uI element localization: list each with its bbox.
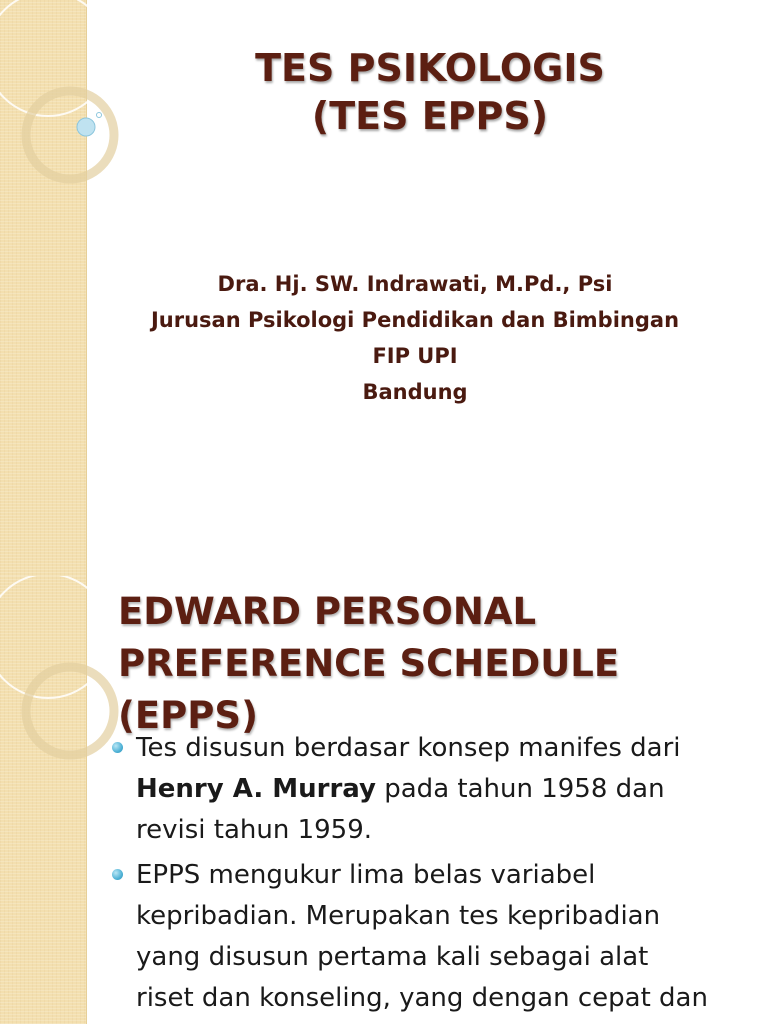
title-line-2: (TES EPPS)	[311, 94, 549, 138]
bullet-text: Tes disusun berdasar konsep manifes dari	[136, 733, 681, 763]
decorative-bubble	[77, 118, 95, 136]
bullet-item	[112, 855, 760, 1019]
author-block	[100, 266, 730, 410]
bullet-text: kepribadian. Merupakan tes kepribadian	[136, 901, 661, 931]
bullet-text: yang disusun pertama kali sebagai alat	[136, 942, 649, 972]
bullet-text: EPPS mengukur lima belas variabel	[136, 860, 596, 890]
bullet-text: pada tahun 1958 dan	[375, 774, 665, 804]
slide-title-heading	[100, 44, 760, 140]
bullet-text: revisi tahun 1959.	[136, 815, 373, 845]
heading-line-3: (EPPS)	[118, 694, 258, 737]
department: Jurusan Psikologi Pendidikan dan Bimbingan	[150, 308, 680, 332]
decorative-circles	[0, 576, 130, 776]
author-name: Dra. Hj. SW. Indrawati, M.Pd., Psi	[217, 272, 613, 296]
faculty: FIP UPI	[372, 344, 458, 368]
bullet-dot-icon	[112, 742, 123, 753]
bullet-item	[112, 728, 760, 851]
heading-line-1: EDWARD PERSONAL	[118, 590, 537, 633]
bullet-text: riset dan konseling, yang dengan cepat dan	[136, 983, 708, 1013]
bullet-text-line	[136, 769, 760, 810]
bullet-dot-icon	[112, 869, 123, 880]
emphasis-text: Henry A. Murray	[136, 774, 376, 804]
slide2-heading	[118, 586, 758, 742]
heading-line-2: PREFERENCE SCHEDULE	[118, 642, 620, 685]
title-line-1: TES PSIKOLOGIS	[255, 46, 605, 90]
city: Bandung	[362, 380, 468, 404]
bullet-list	[112, 728, 760, 1023]
